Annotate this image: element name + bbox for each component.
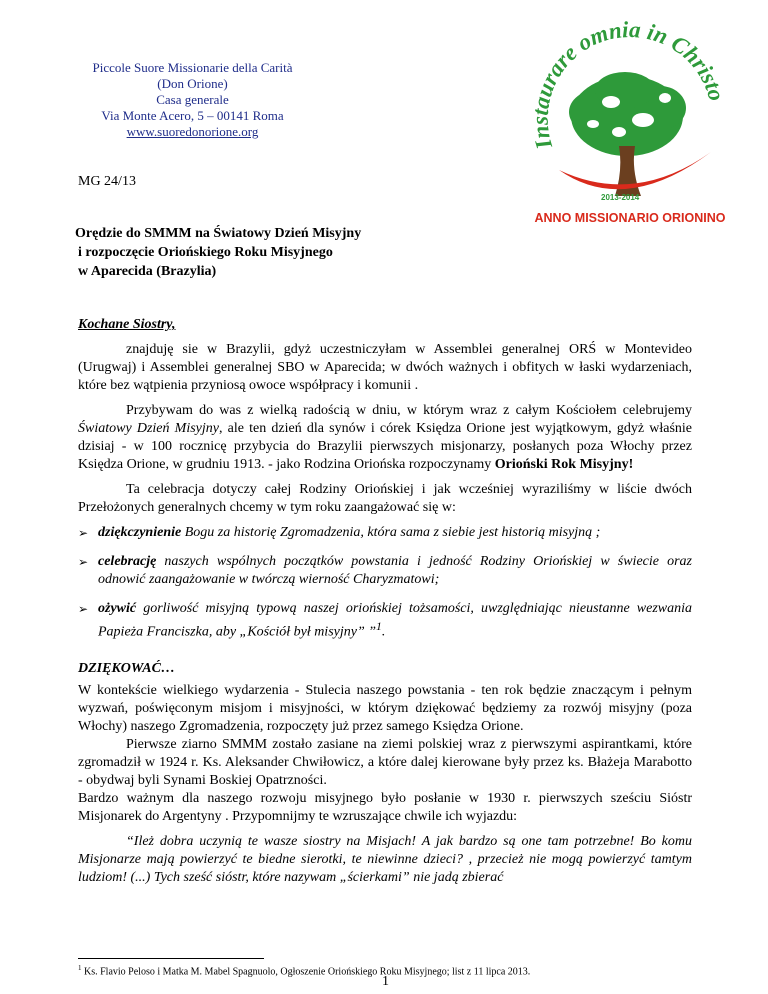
footnote-divider — [78, 958, 264, 959]
bullet-list — [78, 524, 692, 642]
paragraph: Pierwsze ziarno SMMM zostało zasiane na ziemi polskiej wraz z pierwszymi aspirantkami, które zgromadził w 1924 r. Ks. Aleksander Chwiłowicz, a które dalej kierowane były przez ks. Błażeja Marabotto - obydwaj byli Synami Boskiej Opatrzności. — [78, 736, 692, 788]
page-number: 1 — [382, 974, 389, 989]
paragraph: Ta celebracja dotyczy całej Rodziny Oriońskiej i jak wcześniej wyraziliśmy w liście dwóch Przełożonych generalnych chcemy w tym roku zaangażować się w: — [78, 482, 692, 515]
title-line: w Aparecida (Brazylia) — [78, 264, 217, 279]
paragraph: znajduję sie w Brazylii, gdyż uczestniczyłam w Assemblei generalnej ORŚ w Montevideo (Urugwaj) i Assemblei generalnej SBO w Aparecida; w dwóch ważnych i obfitych w łaski wydarzeniach, które bez wątpienia przyniosą owoce współpracy i komunii . — [78, 342, 692, 393]
list-item: ➢ ożywić gorliwość misyjną typową naszej oriońskiej tożsamości, uwzględniając nieustanne wezwania Papieża Franciszka, aby „Kościół był misyjny” ”$^1$. — [78, 601, 692, 640]
logo-years: 2013-2014 — [601, 193, 640, 202]
footnote: $^1$ Ks. Flavio Peloso i Matka M. Mabel Spagnuolo, Ogłoszenie Oriońskiego Roku Misyjnego; list z 11 lipca 2013. — [78, 964, 531, 978]
paragraph: W kontekście wielkiego wydarzenia - Stulecia naszego powstania - ten rok będzie znaczącym i pełnym wyzwań, poświęconym misjom i misyjności, w którym dziękować będziemy za rozwój misyjny (poza Włochy) naszego Zgromadzenia, rozpoczęty już przez samego Księdza Orione. — [78, 682, 692, 734]
title-line: i rozpoczęcie Oriońskiego Roku Misyjnego — [78, 245, 333, 260]
section-heading: DZIĘKOWAĆ… — [78, 660, 175, 676]
letterhead-line: Casa generale — [156, 92, 229, 107]
logo-arc-text: Instaurare omnia in Christo — [527, 20, 730, 152]
emphasis-strong: Orioński Rok Misyjny! — [494, 457, 634, 472]
list-item: ➢ dziękczynienie Bogu za historię Zgromadzenia, która sama z siebie jest historią misyjną ; — [78, 525, 601, 540]
logo-caption: ANNO MISSIONARIO ORIONINO — [534, 211, 726, 225]
paragraph: Przybywam do was z wielką radością w dniu, w którym wraz z całym Kościołem celebrujemy Światowy Dzień Misyjny, ale ten dzień dla synów i córek Księdza Orione jest wyjątkowym, gdyż właśnie dzisiaj - w 100 rocznicę przybycia do Brazylii pierwszych misjonarzy, posłanych poza Włochy przez Księdza Orione, w grudniu 1913. - jako Rodzina Oriońska rozpoczynamy Orioński Rok Misyjny! — [78, 403, 692, 472]
emphasis: Światowy Dzień Misyjny — [78, 421, 219, 436]
letterhead — [70, 60, 315, 140]
tree-foliage — [569, 72, 686, 156]
list-item: ➢ celebrację naszych wspólnych początków powstania i jedność Rodziny Oriońskiej w świecie oraz odnowić zaangażowanie w twórczą wierność Charyzmatowi; — [78, 554, 692, 587]
arrow-bullet-icon: ➢ — [78, 555, 89, 569]
letterhead-line: (Don Orione) — [157, 76, 228, 91]
letter-body — [78, 316, 692, 887]
arrow-bullet-icon: ➢ — [78, 602, 89, 616]
paragraph: Bardzo ważnym dla naszego rozwoju misyjnego było posłanie w 1930 r. pierwszych sześciu Sióstr Misjonarek do Argentyny . Przypomnijmy te wzruszające chwile ich wyjazdu: — [78, 790, 692, 824]
quotation: “Ileż dobra uczynią te wasze siostry na Misjach! A jak bardzo są one tam potrzebne! Bo komu Misjonarze mają powierzyć te biedne sierotki, te niewinne dzieci? , przecież nie mogą powierzyć tamtym ludziom! (...) Tych sześć sióstr, które nazywam „ścierkami” nie jadą zbierać — [78, 833, 692, 885]
missionary-year-logo — [515, 20, 745, 240]
red-swoosh — [559, 152, 711, 189]
arrow-bullet-icon: ➢ — [78, 526, 89, 540]
logo-graphic — [515, 20, 745, 240]
footnote-ref[interactable]: 1 — [376, 620, 382, 633]
reference-number: MG 24/13 — [78, 174, 136, 189]
title-line: Orędzie do SMMM na Światowy Dzień Misyjny — [75, 226, 362, 241]
document-title — [75, 224, 361, 281]
greeting: Kochane Siostry, — [78, 317, 176, 332]
letterhead-address: Via Monte Acero, 5 – 00141 Roma — [101, 108, 284, 123]
letterhead-line: Piccole Suore Missionarie della Carità — [92, 60, 293, 75]
website-link[interactable]: www.suoredonorione.org — [126, 124, 259, 139]
